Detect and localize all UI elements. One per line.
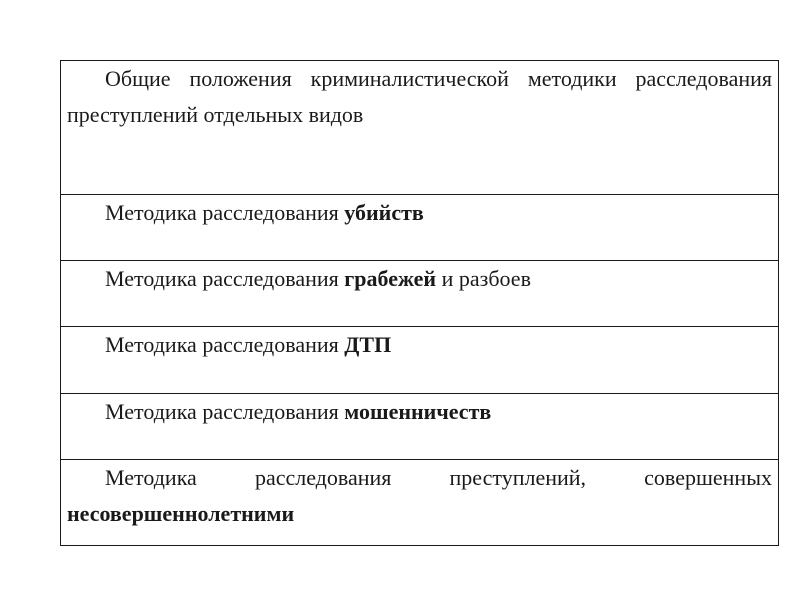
row-bold-term: убийств (344, 200, 424, 225)
row-text-general-provisions: Общие положения криминалистической методики расследования преступлений отдельных видов (67, 66, 772, 127)
row-prefix: Методика расследования (105, 399, 345, 424)
table-cell (61, 195, 779, 261)
row-bold-term: грабежей (344, 266, 437, 291)
table-cell (61, 261, 779, 327)
row-text-juveniles (67, 460, 772, 532)
row-bold-term: ДТП (344, 332, 392, 357)
row-text-fraud (67, 394, 772, 430)
table-cell (61, 61, 779, 195)
table-row (61, 261, 779, 327)
row-bold-term: несовершеннолетними (67, 501, 295, 526)
table-row (61, 327, 779, 394)
row-text-robberies (67, 261, 772, 297)
row-prefix: Методика расследования (105, 266, 345, 291)
table-cell (61, 327, 779, 394)
table-row (61, 460, 779, 546)
row-prefix: Методика расследования (105, 332, 345, 357)
row-prefix: Методика расследования (105, 200, 345, 225)
row-suffix: и разбоев (436, 266, 531, 291)
table-cell (61, 460, 779, 546)
topics-table (60, 60, 779, 546)
row-prefix: Методика расследования преступлений, совершенных (105, 465, 772, 490)
row-text-murders (67, 195, 772, 231)
table-cell (61, 394, 779, 460)
table-row (61, 394, 779, 460)
row-text-traffic-accidents (67, 327, 772, 363)
row-bold-term: мошенничеств (344, 399, 492, 424)
table-row (61, 195, 779, 261)
table-row (61, 61, 779, 195)
